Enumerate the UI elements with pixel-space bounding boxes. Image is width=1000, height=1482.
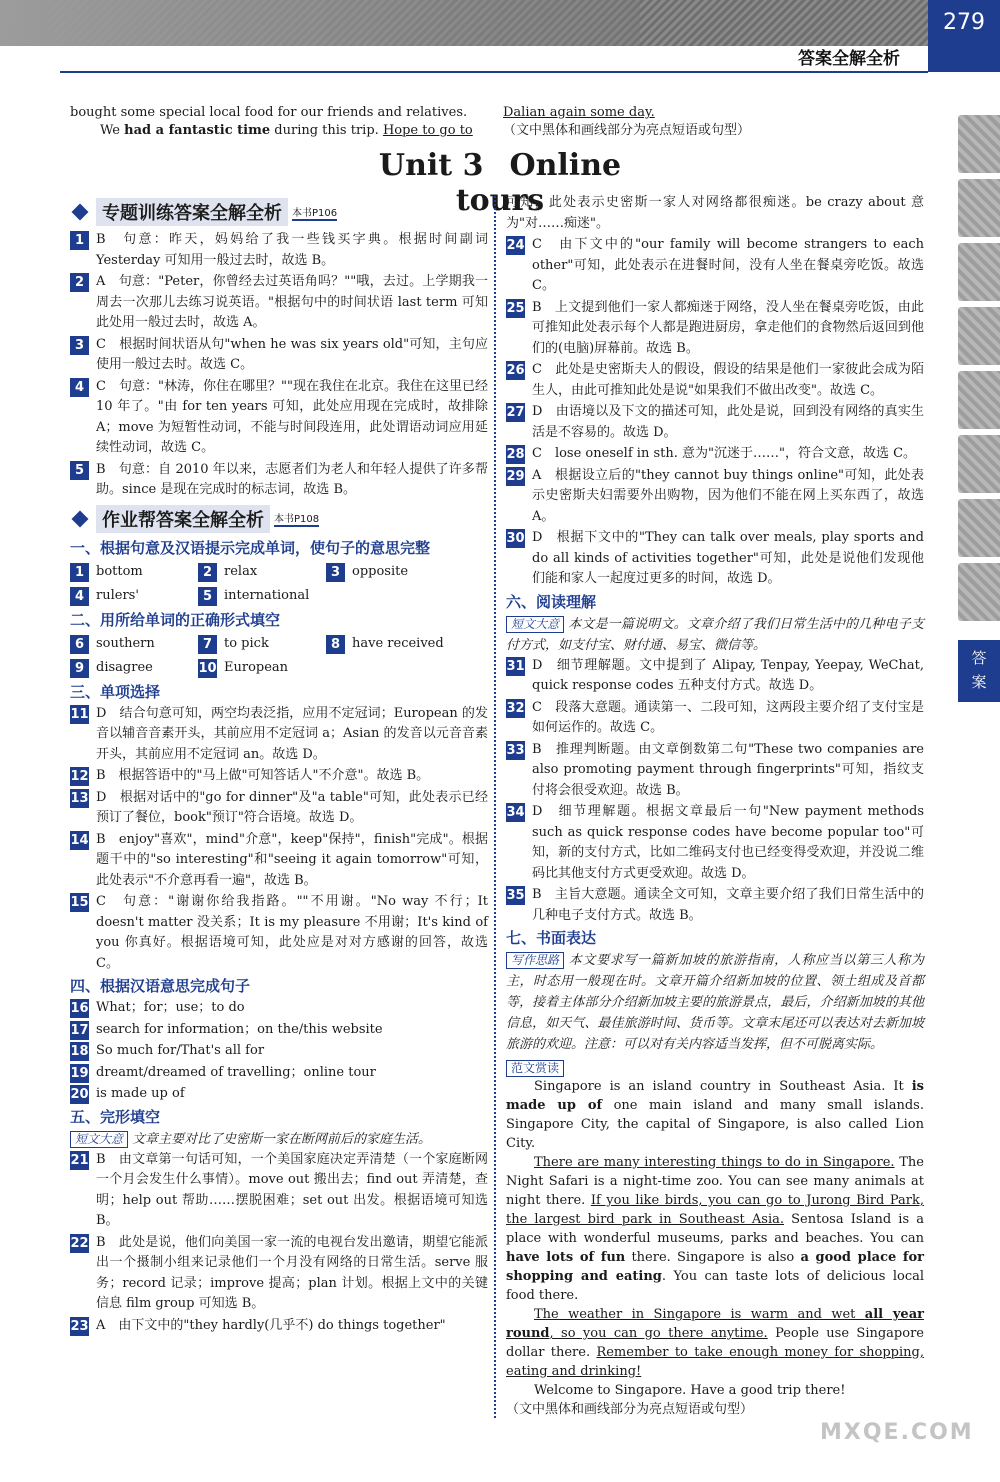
answer-item [70, 998, 488, 1019]
answer-cell [70, 584, 198, 608]
essay-underline: There are many interesting things to do in Singapore. [534, 1155, 895, 1170]
question-number: 34 [506, 805, 525, 820]
answer-item [506, 360, 924, 401]
answer-text: C 由下文中的"our family will become strangers to each other"可知，此处表示在进餐时间，没有人坐在餐桌旁吃饭。故选 C。 [532, 237, 924, 293]
question-number: 30 [506, 531, 525, 546]
answer-text: C lose oneself in sth. 意为"沉迷于……"，符合文意，故选 C。 [532, 446, 917, 461]
question-number: 18 [70, 1044, 89, 1059]
question-number: 31 [506, 658, 525, 674]
question-number: 22 [70, 1235, 89, 1251]
essay-text: Sentosa Island is a place with wonderful museums, parks and beaches. You can [506, 1212, 925, 1246]
essay-text: . You can taste lots of delicious local food there. [506, 1269, 925, 1303]
essay-bold: a good place for shopping and eating [506, 1250, 924, 1284]
essay-paragraph [506, 1153, 924, 1305]
answer-text: So much for/That's all for [96, 1043, 265, 1058]
answer-text: B 推理判断题。由文章倒数第二句"These two companies are also promoting payment through fingerprints"可知，指纹支付将会很受欢迎。故选 B。 [532, 741, 924, 798]
side-tab [958, 243, 1000, 301]
writing-thinking [506, 950, 924, 1055]
answer-item [506, 656, 924, 697]
essay-bold: is made up of [506, 1079, 924, 1113]
answer-item [506, 193, 924, 234]
answer-item [70, 377, 488, 459]
essay-text: Singapore is an island country in Southeast Asia. It [534, 1079, 912, 1094]
question-number: 10 [198, 660, 217, 676]
thinking-tag: 写作思路 [506, 952, 564, 969]
essay-paragraph: Welcome to Singapore. Have a good trip there! [534, 1383, 846, 1398]
thinking-text: 本文要求写一篇新加坡的旅游指南，人称应当以第三人称为主，时态用一般现在时。文章开篇介绍新加坡的位置、领土组成及首都等，接着主体部分介绍新加坡主要的旅游景点，最后，介绍新加坡的其他信息，如天气、最佳旅游时间、货币等。文章末尾还可以表达对去新加坡旅游的欢迎。注意：可以对有关内容适当发挥，但不可脱离实际。 [506, 953, 924, 1052]
question-number: 29 [506, 468, 525, 484]
answer-item [70, 460, 488, 501]
diamond-icon [72, 204, 89, 221]
answer-item [70, 1084, 488, 1105]
question-number: 26 [506, 363, 525, 378]
answer-cell [326, 632, 454, 656]
part4-items [70, 998, 488, 1105]
answer-cell [70, 656, 198, 680]
answer-item [506, 298, 924, 360]
question-number: 8 [326, 635, 345, 654]
side-tab [958, 115, 1000, 173]
carry-over-left [70, 104, 485, 140]
part-heading: 六、阅读理解 [506, 592, 597, 611]
summary-tag: 短文大意 [70, 1131, 128, 1148]
answer-item [70, 1020, 488, 1041]
answer-text: B 句意：昨天，妈妈给了我一些钱买字典。根据时间副词 Yesterday 可知用一般过去时，故选 B。 [96, 232, 488, 268]
answer-item [70, 892, 488, 974]
banner-ref: 本书P108 [274, 510, 319, 527]
essay-underline: , so you can go there anytime. [549, 1326, 768, 1341]
part3-items [70, 704, 488, 975]
essay-bold: have lots of fun [506, 1250, 626, 1265]
essay-text: there. Singapore is also [625, 1250, 801, 1265]
banner-title: 专题训练答案全解全析 [96, 198, 288, 226]
answer-item [70, 1316, 488, 1337]
answer-text: A 根据设立后的"they cannot buy things online"可知，此处表示史密斯夫妇需要外出购物，因为他们不能在网上买东西了，故选 A。 [532, 467, 924, 524]
carry-text: We [100, 123, 125, 138]
answer-cell [198, 632, 326, 656]
essay-text: People use Singapore dollar there. [506, 1326, 924, 1360]
question-number: 24 [506, 238, 525, 253]
right-column [506, 193, 924, 1419]
banner-title: 作业帮答案全解全析 [96, 505, 270, 533]
side-tab-answer: 答 案 [958, 640, 1000, 702]
answer-text: dreamt/dreamed of travelling；online tour [96, 1064, 376, 1080]
answer-item [70, 766, 488, 787]
passage-summary [506, 614, 924, 656]
answer-text: B 主旨大意题。通读全文可知，文章主要介绍了我们日常生活中的几种电子支付方式。故选 B。 [532, 887, 924, 923]
unit-number: Unit 3 [378, 148, 484, 183]
side-tab [958, 179, 1000, 237]
answer-word: to pick [224, 635, 269, 651]
part1-answers [70, 560, 488, 608]
answer-word: relax [224, 563, 258, 579]
essay-paragraph [506, 1077, 924, 1153]
answer-item [506, 444, 924, 465]
unit-name: Online tours [455, 148, 622, 218]
question-number: 5 [70, 461, 89, 480]
side-tab-strip [958, 115, 1000, 627]
side-tab [958, 499, 1000, 557]
answer-text: B 此处是说，他们向美国一家一流的电视台发出邀请，期望它能派出一个摄制小组来记录他们一个月没有网络的日常生活。serve 服务；record 记录；improve 提高；plan 计划。根据上文中的关键信息 film group 可知选 B。 [96, 1234, 488, 1311]
question-number: 33 [506, 742, 525, 758]
question-number: 16 [70, 1001, 89, 1016]
answer-word: disagree [96, 659, 153, 675]
answer-text: B 根据答语中的"马上做"可知答话人"不介意"。故选 B。 [96, 768, 430, 783]
answer-word: bottom [96, 563, 143, 579]
answer-item [506, 885, 924, 926]
essay-underline: Remember to take enough money for shopping, eating and drinking! [506, 1345, 924, 1379]
answer-item [70, 272, 488, 334]
carry-underline: Hope to go to [382, 123, 473, 138]
question-number: 15 [70, 895, 89, 910]
question-number: 25 [506, 300, 525, 316]
answer-text: is made up of [96, 1086, 185, 1101]
answer-item [506, 235, 924, 297]
section-banner [70, 505, 488, 533]
essay-text: The Night Safari is a night-time zoo. You can see many animals at night there. [506, 1155, 924, 1208]
answer-text: B enjoy"喜欢"，mind"介意"，keep"保持"，finish"完成"。根据题干中的"so interesting"和"seeing it again tomorrow"可知，此处表示"不介意再看一遍"，故选 B。 [96, 831, 488, 888]
essay-footnote: （文中黑体和画线部分为亮点短语或句型） [506, 1402, 754, 1417]
essay-text: one main island and many small islands. Singapore City, the capital of Singapore, is also called Lion City. [506, 1098, 924, 1151]
answer-word: rulers' [96, 587, 139, 603]
answer-text: B 句意：自 2010 年以来，志愿者们为老人和年轻人提供了许多帮助。since 是现在完成时的标志词，故选 B。 [96, 461, 488, 497]
answer-cell [198, 584, 326, 608]
carry-line: bought some special local food for our friends and relatives. [70, 105, 468, 120]
part5-items [70, 1150, 488, 1337]
question-number: 12 [70, 769, 89, 784]
answer-word: international [224, 587, 310, 603]
column-divider [494, 196, 496, 1418]
question-number: 32 [506, 700, 525, 716]
left-column [70, 198, 488, 1337]
question-number: 3 [326, 563, 345, 582]
page-number: 279 [928, 0, 1000, 72]
question-number: 28 [506, 447, 525, 462]
question-number: 5 [198, 587, 217, 606]
answer-item [70, 230, 488, 271]
answer-text: C 此处是史密斯夫人的假设，假设的结果是他们一家彼此会成为陌生人，由此可推知此处是说"如果我们不做出改变"。故选 C。 [532, 362, 924, 398]
question-number: 4 [70, 587, 89, 606]
question-number: 27 [506, 405, 525, 420]
answer-item [506, 698, 924, 739]
essay-underline: If you like birds, you can go to Jurong Bird Park, the largest bird park in Southeast Asia. [506, 1193, 924, 1227]
carry-text: during this trip. [270, 123, 383, 138]
carry-line: Dalian again some day. [503, 105, 655, 120]
answer-text: 可知，此处表示史密斯一家人对网络都很痴迷。be crazy about 意为"对……痴迷"。 [506, 195, 924, 231]
answer-item [70, 1150, 488, 1232]
answer-item [506, 402, 924, 443]
question-number: 17 [70, 1022, 89, 1038]
carry-bold: had a fantastic time [124, 123, 271, 138]
question-number: 13 [70, 790, 89, 806]
answer-item [70, 1063, 488, 1084]
part-heading: 五、完形填空 [70, 1107, 161, 1126]
question-number: 1 [70, 563, 89, 582]
answer-item [506, 466, 924, 528]
part-heading: 一、根据句意及汉语提示完成单词，使句子的意思完整 [70, 538, 431, 557]
answer-item [70, 704, 488, 766]
question-number: 2 [198, 563, 217, 582]
answer-word: opposite [352, 563, 409, 579]
cloze-continued [506, 193, 924, 590]
side-tab [958, 563, 1000, 621]
answer-text: D 细节理解题。根据文章最后一句"New payment methods such as quick response codes have become popular too"可知，新的支付方式，比如二维码支付也已经变得受欢迎，并没说二维码比其他支付方式更受欢迎。故选 D。 [532, 804, 924, 881]
question-number: 9 [70, 659, 89, 678]
question-number: 3 [70, 336, 89, 355]
answer-word: southern [96, 635, 155, 651]
part-heading: 二、用所给单词的正确形式填空 [70, 610, 281, 629]
part-heading: 七、书面表达 [506, 929, 597, 947]
answer-text: A 由下文中的"they hardly(几乎不) do things together" [96, 1317, 446, 1333]
carry-over-right [503, 104, 923, 140]
question-number: 14 [70, 832, 89, 848]
answer-text: A 句意："Peter，你曾经去过英语角吗？""哦，去过。上学期我一周去一次那儿去练习说英语。"根据句中的时间状语 last term 可知此处用一般过去时，故选 A。 [96, 274, 488, 330]
section-label: 答案全解全析 [770, 46, 928, 72]
answer-text: D 细节理解题。文中提到了 Alipay, Tenpay, Yeepay, WeChat, quick response codes 五种支付方式。故选 D。 [532, 657, 924, 693]
question-number: 11 [70, 706, 89, 722]
answer-cell [198, 656, 326, 680]
question-number: 20 [70, 1087, 89, 1102]
header-bar-shading [0, 0, 640, 46]
question-number: 2 [70, 273, 89, 292]
answer-item [70, 1233, 488, 1315]
answer-cell [326, 560, 454, 584]
answer-text: C 句意："林涛，你住在哪里？""现在我住在北京。我住在这里已经 10 年了。"由 for ten years 可知，此处应用现在完成时，故排除 A；move 为短暂性动词，不能与时间段连用，此处谓语动词应用延续性动词，故选 C。 [96, 378, 488, 455]
question-number: 4 [70, 378, 89, 397]
answer-text: B 上文提到他们一家人都痴迷于网络，没人坐在餐桌旁吃饭，由此可推知此处表示每个人都是跑进厨房，拿走他们的食物然后返回到他们的(电脑)屏幕前。故选 B。 [532, 299, 924, 356]
part2-answers [70, 632, 488, 680]
sample-tag: 范文赏读 [506, 1060, 564, 1077]
diamond-icon [72, 510, 89, 527]
sample-essay [506, 1077, 924, 1419]
answer-text: D 根据下文中的"They can talk over meals, play sports and do all kinds of activities together"可知，此处是说他们发现他们能和家人一起度过更多的时间，故选 D。 [532, 530, 924, 586]
watermark: MXQE.COM [820, 1420, 974, 1445]
answer-text: search for information；on the/this website [96, 1021, 383, 1037]
answer-item [70, 335, 488, 376]
answer-text: C 句意："谢谢你给我指路。""不用谢。"No way 不行；It doesn't matter 没关系；It is my pleasure 不用谢；It's kind of you 你真好。根据语境可知，此处应是对对方感谢的回答，故选 C。 [96, 894, 488, 971]
summary-text: 本文是一篇说明文。文章介绍了我们日常生活中的几种电子支付方式，如支付宝、财付通、易宝、微信等。 [506, 616, 924, 653]
part-heading: 三、单项选择 [70, 682, 161, 701]
answer-cell [70, 560, 198, 584]
answer-item [70, 1041, 488, 1062]
answer-item [70, 788, 488, 829]
side-tab [958, 435, 1000, 493]
part-heading: 四、根据汉语意思完成句子 [70, 977, 251, 995]
part6-items [506, 656, 924, 927]
side-tab [958, 307, 1000, 365]
side-tab [958, 371, 1000, 429]
header-rule [60, 71, 928, 73]
answer-text: What；for；use；to do [96, 1000, 245, 1015]
question-number: 7 [198, 635, 217, 654]
answer-text: D 根据对话中的"go for dinner"及"a table"可知，此处表示已经预订了餐位，book"预订"符合语境。故选 D。 [96, 789, 488, 825]
answer-text: C 段落大意题。通读第一、二段可知，这两段主要介绍了支付宝是如何运作的。故选 C。 [532, 699, 924, 735]
answer-cell [70, 632, 198, 656]
answer-item [506, 528, 924, 590]
answer-cell [198, 560, 326, 584]
answer-item [70, 830, 488, 892]
answer-item [506, 740, 924, 802]
carry-line: （文中黑体和画线部分为亮点短语或句型） [503, 123, 751, 138]
special-items [70, 230, 488, 501]
question-number: 1 [70, 231, 89, 250]
answer-word: European [224, 659, 289, 675]
question-number: 35 [506, 888, 525, 903]
answer-item [506, 802, 924, 884]
essay-underline: The weather in Singapore is warm and wet [534, 1307, 865, 1322]
section-banner [70, 198, 488, 226]
question-number: 6 [70, 635, 89, 654]
answer-word: have received [352, 635, 444, 651]
question-number: 19 [70, 1065, 89, 1081]
passage-summary [70, 1129, 488, 1150]
essay-bold: all year round [506, 1307, 924, 1341]
answer-text: D 结合句意可知，两空均表泛指，应用不定冠词；European 的发音以辅音音素开头，其前应用不定冠词 a；Asian 的发音以元音音素开头，其前应用不定冠词 an。故选 D。 [96, 705, 488, 762]
answer-text: C 根据时间状语从句"when he was six years old"可知，主句应使用一般过去时。故选 C。 [96, 336, 488, 372]
answer-text: D 由语境以及下文的描述可知，此处是说，回到没有网络的真实生活是不容易的。故选 D。 [532, 404, 924, 440]
carry-line [70, 122, 485, 140]
summary-text: 文章主要对比了史密斯一家在断网前后的家庭生活。 [132, 1131, 432, 1147]
essay-paragraph [506, 1305, 924, 1381]
summary-tag: 短文大意 [506, 616, 564, 633]
question-number: 21 [70, 1152, 89, 1168]
banner-ref: 本书P106 [292, 204, 337, 221]
question-number: 23 [70, 1318, 89, 1334]
answer-text: B 由文章第一句话可知，一个美国家庭决定弄清楚（一个家庭断网一个月会发生什么事情）。move out 搬出去；find out 弄清楚，查明；help out 帮助……摆脱困难；set out 出发。根据语境可知选 B。 [96, 1151, 488, 1228]
